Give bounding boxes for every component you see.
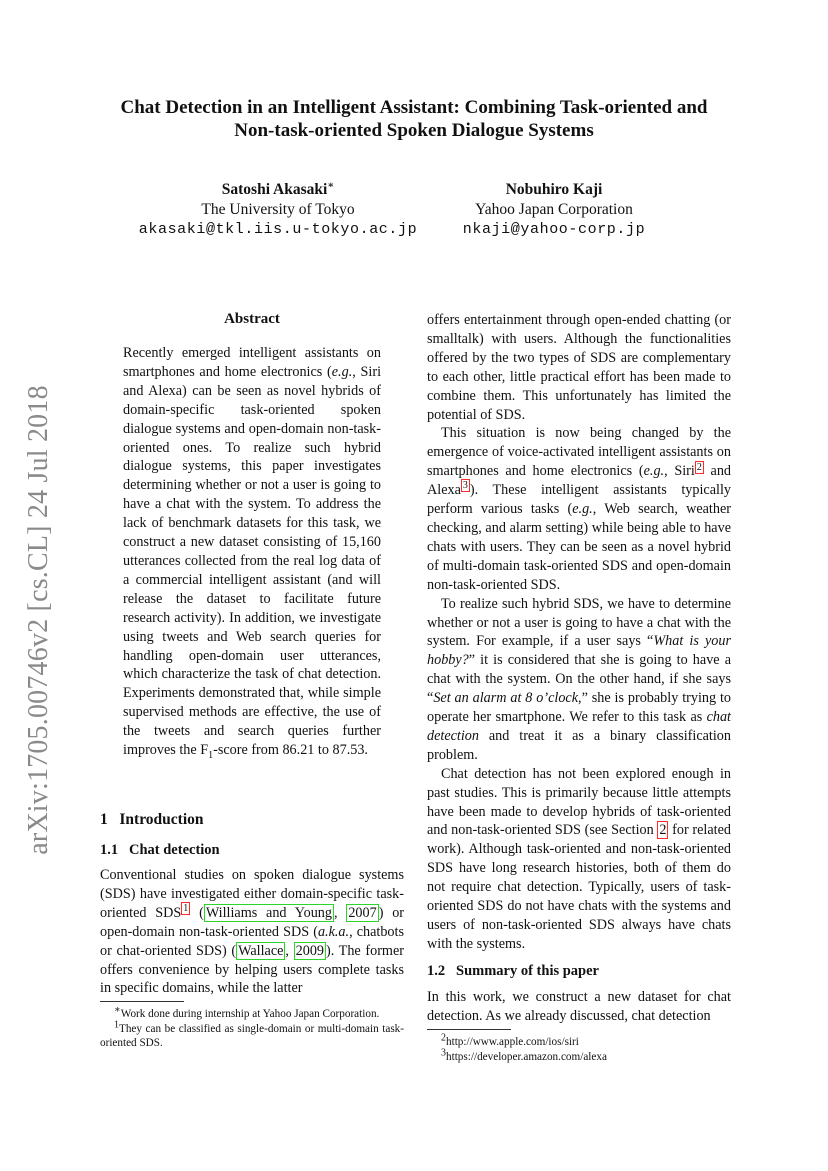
author-2-affiliation: Yahoo Japan Corporation bbox=[475, 201, 633, 218]
abstract-body: Recently emerged intelligent assistants on smartphones and home electronics (e.g., Siri and Alexa) can be seen as novel hybrids of domain-specific task-oriented spoken dialogue systems and open-domain non-task-oriented ones. To realize such hybrid dialogue systems, this paper investigates determining whether or not a user is going to have a chat with the system. To address the lack of benchmark datasets for this task, we construct a new dataset consisting of 15,160 utterances collected from the real log data of a commercial intelligent assistant (and will release the dataset to facilitate future research activity). In addition, we investigate using tweets and Web search queries for handling open-domain user utterances, which characterize the task of chat detection. Experiments demonstrated that, while simple supervised methods are effective, the use of the tweets and search queries further improves the $F_1$-score from 86.21 to 87.53. bbox=[123, 345, 382, 761]
author-1-email[interactable]: akasaki@tkl.iis.u-tokyo.ac.jp bbox=[138, 221, 418, 238]
paragraph-situation: This situation is now being changed by the emergence of voice-activated intelligent assistants on smartphones and home electronics (e.g., Siri $^2$ and Alexa $^3$ ). These intelligent assistants typically perform various tasks (e.g., Web search, weather checking, and alarm setting) while being able to have chats with users. They can be seen as a novel hybrid of multi-domain task-oriented SDS and open-domain non-task-oriented SDS. bbox=[427, 425, 732, 593]
footnote-ref-1[interactable]: 1 bbox=[183, 903, 189, 915]
title-line-2: Non-task-oriented Spoken Dialogue Systems bbox=[234, 120, 594, 141]
intro-paragraph-left: Conventional studies on spoken dialogue systems (SDS) have investigated either domain-specific task-oriented SDS $^1$ ( Williams and Young , 2007 ) or open-domain non-task-oriented SDS (a.k.a., chatbots or chat-oriented SDS) ( Wallace , 2009 ). The former offers convenience by helping users complete tasks in specific domains, while the latter bbox=[100, 867, 405, 997]
footnote-rule-left bbox=[100, 1001, 184, 1002]
author-2-name: Nobuhiro Kaji bbox=[505, 181, 603, 198]
footnote-2: 2http://www.apple.com/ios/siri bbox=[441, 1032, 579, 1048]
author-1 bbox=[128, 180, 428, 240]
title-line-1: Chat Detection in an Intelligent Assistant: Combining Task-oriented and bbox=[120, 97, 708, 118]
footnote-ref-2[interactable]: 2 bbox=[696, 461, 702, 473]
author-1-footnote-mark: ∗ bbox=[327, 179, 335, 191]
arxiv-sidebar bbox=[4, 380, 74, 860]
subsection-heading-chat-detection: 1.1 Chat detection bbox=[100, 842, 220, 858]
section-heading-introduction: 1 Introduction bbox=[100, 811, 204, 828]
paragraph-entertainment: offers entertainment through open-ended chatting (or smalltalk) with users. Although the functionalities offered by the two types of SDS are complementary to each other, little practical effort has been made to combine them. This unfortunately has limited the potential of SDS. bbox=[427, 312, 731, 423]
citation-wallace-year[interactable]: 2009 bbox=[295, 942, 324, 959]
paragraph-not-explored: Chat detection has not been explored enough in past studies. This is primarily because little attempts have been made to develop hybrids of task-oriented and non-task-oriented SDS (see Section 2 for related work). Although task-oriented and non-task-oriented SDS have long research histories, both of them do not require chat detection. Typically, users of task-oriented SDS do not have chats with the systems and users of non-task-oriented SDS always have chats with the systems. bbox=[427, 765, 731, 952]
author-2 bbox=[404, 180, 704, 240]
footnote-1: 1They can be classified as single-domain or multi-domain task-oriented SDS. bbox=[100, 1018, 404, 1049]
footnote-ref-3[interactable]: 3 bbox=[462, 480, 468, 492]
summary-paragraph: In this work, we construct a new dataset for chat detection. As we already discussed, chat detection bbox=[427, 989, 731, 1024]
abstract-heading: Abstract bbox=[224, 311, 280, 327]
citation-williams-young[interactable]: Williams and Young bbox=[205, 904, 332, 921]
paper-title bbox=[90, 96, 738, 142]
author-1-name: Satoshi Akasaki bbox=[221, 181, 328, 198]
section-ref-2[interactable]: 2 bbox=[659, 822, 667, 839]
footnote-star: ∗Work done during internship at Yahoo Japan Corporation. bbox=[114, 1004, 380, 1020]
arxiv-identifier: arXiv:1705.00746v2 [cs.CL] 24 Jul 2018 bbox=[23, 385, 54, 855]
paragraph-realize: To realize such hybrid SDS, we have to determine whether or not a user is going to have a chat with the system. For example, if a user says “What is your hobby?” it is considered that she is going to have a chat with the system. On the other hand, if she says “Set an alarm at 8 o’clock,” she is probably trying to operate her smartphone. We refer to this task as chat detection and treat it as a binary classification problem. bbox=[427, 595, 731, 763]
footnote-3: 3https://developer.amazon.com/alexa bbox=[441, 1046, 607, 1063]
author-1-affiliation: The University of Tokyo bbox=[201, 201, 355, 218]
footnotes-left bbox=[100, 1004, 404, 1051]
footnote-rule-right bbox=[427, 1029, 511, 1030]
right-column-body bbox=[427, 311, 731, 954]
footnotes-right bbox=[427, 1032, 731, 1064]
subsection-heading-summary: 1.2 Summary of this paper bbox=[427, 963, 599, 979]
citation-williams-young-year[interactable]: 2007 bbox=[348, 904, 377, 921]
author-2-email[interactable]: nkaji@yahoo-corp.jp bbox=[462, 221, 646, 238]
citation-wallace[interactable]: Wallace bbox=[238, 942, 284, 959]
